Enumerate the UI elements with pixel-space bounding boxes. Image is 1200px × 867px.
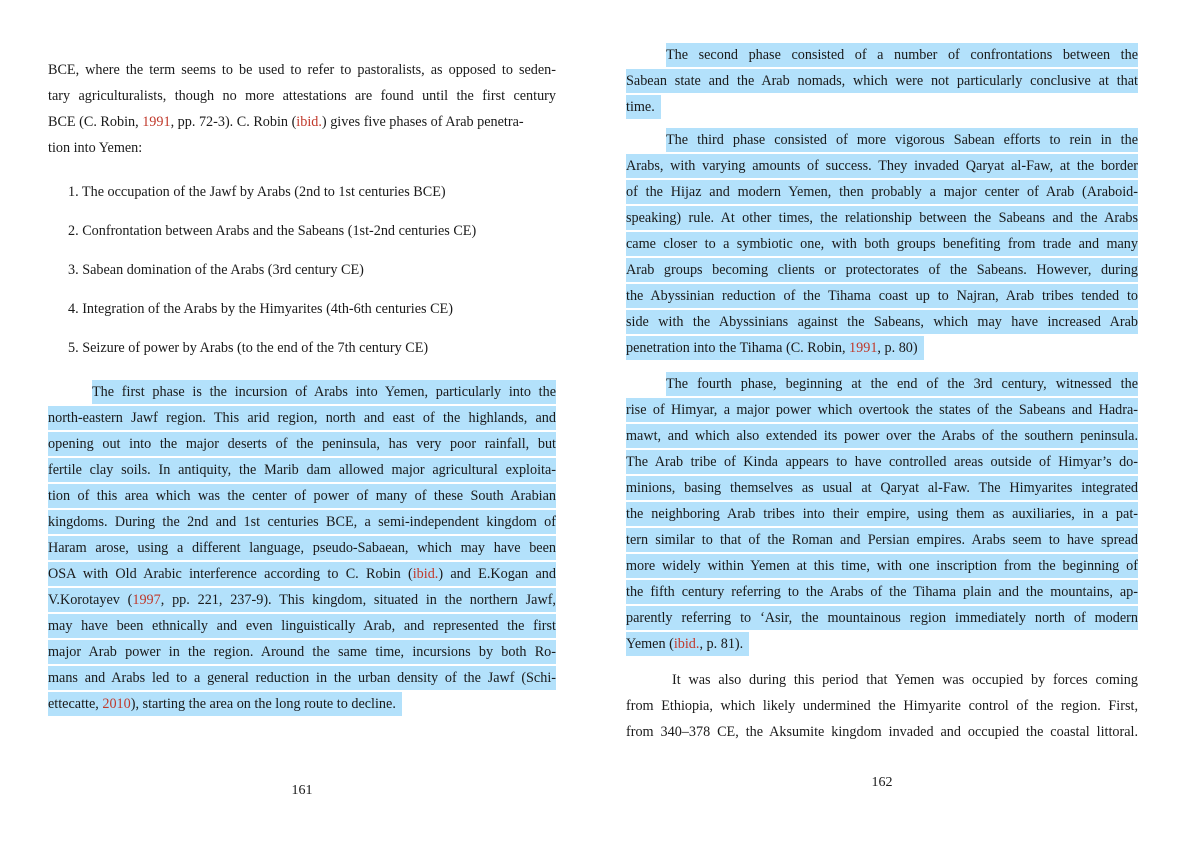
highlighted-text-line: The second phase consisted of a number of confrontations between the — [666, 43, 1138, 67]
highlighted-text-line: mawt, and which also extended its power over the Arabs of the southern peninsula. — [626, 424, 1138, 448]
text-line: It was also during this period that Yemen was occupied by forces coming — [672, 672, 1138, 688]
list-item: 4. Integration of the Arabs by the Himyarites (4th-6th centuries CE) — [68, 301, 453, 317]
intro-line: tary agriculturalists, though no more attestations are found until the first century — [48, 88, 556, 104]
highlighted-text-line: Haram arose, using a different language, pseudo-Sabaean, which may have been — [48, 536, 556, 560]
highlighted-text-line: speaking) rule. At other times, the relationship between the Sabeans and the Arabs — [626, 206, 1138, 230]
highlighted-text-line: Sabean state and the Arab nomads, which were not particularly conclusive at that — [626, 69, 1138, 93]
highlighted-text-line: major Arab power in the region. Around the same time, incursions by both Ro- — [48, 640, 556, 664]
citation-link[interactable]: 1997 — [132, 592, 161, 608]
highlighted-text-line: the neighboring Arab tribes into their empire, using them as auxiliaries, in a pat- — [626, 502, 1138, 526]
list-item: 3. Sabean domination of the Arabs (3rd century CE) — [68, 262, 364, 278]
highlighted-text-line: The fourth phase, beginning at the end of the 3rd century, witnessed the — [666, 372, 1138, 396]
highlighted-text-line: opening out into the major deserts of the peninsula, has very poor rainfall, but — [48, 432, 556, 456]
highlighted-text-line: kingdoms. During the 2nd and 1st centuries BCE, a semi-independent kingdom of — [48, 510, 556, 534]
highlighted-text-line: The first phase is the incursion of Arabs into Yemen, particularly into the — [92, 380, 556, 404]
highlighted-text-line: penetration into the Tihama (C. Robin, 1991, p. 80) — [626, 336, 924, 360]
highlighted-text-line: minions, basing themselves as usual at Qaryat al-Faw. The Himyarites integrated — [626, 476, 1138, 500]
page-number: 161 — [291, 783, 313, 798]
highlighted-text-line: the fifth century referring to the Arabs of the Tihama plain and the mountains, ap- — [626, 580, 1138, 604]
citation-link[interactable]: 1991 — [849, 340, 878, 356]
intro-line: tion into Yemen: — [48, 140, 143, 156]
right-page — [600, 0, 1200, 867]
highlighted-text-line: Arabs, with varying amounts of success. They invaded Qaryat al-Faw, at the border — [626, 154, 1138, 178]
highlighted-text-line: time. — [626, 95, 661, 119]
highlighted-text-line: Yemen (ibid., p. 81). — [626, 632, 749, 656]
highlighted-text-line: The Arab tribe of Kinda appears to have controlled areas outside of Himyar’s do- — [626, 450, 1138, 474]
list-item: 5. Seizure of power by Arabs (to the end of the 7th century CE) — [68, 340, 429, 356]
text-line: from 340–378 CE, the Aksumite kingdom invaded and occupied the coastal littoral. — [626, 724, 1138, 740]
citation-link[interactable]: 1991 — [142, 114, 171, 130]
highlighted-text-line: of the Hijaz and modern Yemen, then probably a major center of Arab (Araboid- — [626, 180, 1138, 204]
list-item: 1. The occupation of the Jawf by Arabs (2nd to 1st centuries BCE) — [68, 184, 446, 200]
highlighted-text-line: side with the Abyssinians against the Sabeans, which may have increased Arab — [626, 310, 1138, 334]
highlighted-text-line: fertile clay soils. In antiquity, the Marib dam allowed major agricultural exploita- — [48, 458, 556, 482]
highlighted-text-line: mans and Arabs led to a general reduction in the urban density of the Jawf (Schi- — [48, 666, 556, 690]
text-line: from Ethiopia, which likely undermined the Himyarite control of the region. First, — [626, 698, 1138, 714]
highlighted-text-line: may have been ethnically and even linguistically Arab, and represented the first — [48, 614, 556, 638]
highlighted-text-line: tern similar to that of the Roman and Persian empires. Arabs seem to have spread — [626, 528, 1138, 552]
list-item: 2. Confrontation between Arabs and the Sabeans (1st-2nd centuries CE) — [68, 223, 477, 239]
highlighted-text-line: the Abyssinian reduction of the Tihama coast up to Najran, Arab tribes tended to — [626, 284, 1138, 308]
highlighted-text-line: north-eastern Jawf region. This arid region, north and east of the highlands, and — [48, 406, 556, 430]
highlighted-text-line: Arab groups becoming clients or protectorates of the Sabeans. However, during — [626, 258, 1138, 282]
highlighted-text-line: V.Korotayev (1997, pp. 221, 237-9). This kingdom, situated in the northern Jawf, — [48, 588, 556, 612]
highlighted-text-line: came closer to a symbiotic one, with both groups benefiting from trade and many — [626, 232, 1138, 256]
citation-link[interactable]: ibid. — [673, 636, 700, 652]
highlighted-text-line: ettecatte, 2010), starting the area on the long route to decline. — [48, 692, 402, 716]
highlighted-text-line: The third phase consisted of more vigorous Sabean efforts to rein in the — [666, 128, 1138, 152]
citation-link[interactable]: 2010 — [102, 696, 131, 712]
highlighted-text-line: parently referring to ‘Asir, the mountainous region immediately north of modern — [626, 606, 1138, 630]
citation-link[interactable]: ibid. — [296, 114, 322, 130]
highlighted-text-line: rise of Himyar, a major power which overtook the states of the Sabeans and Hadra- — [626, 398, 1138, 422]
highlighted-text-line: tion of this area which was the center of power of many of these South Arabian — [48, 484, 556, 508]
highlighted-text-line: OSA with Old Arabic interference according to C. Robin (ibid.) and E.Kogan and — [48, 562, 556, 586]
intro-line: BCE, where the term seems to be used to refer to pastoralists, as opposed to seden- — [48, 62, 556, 78]
page-number: 162 — [871, 775, 893, 790]
highlighted-text-line: more widely within Yemen at this time, with one inscription from the beginning of — [626, 554, 1138, 578]
citation-link[interactable]: ibid. — [412, 566, 439, 582]
intro-line: BCE (C. Robin, 1991, pp. 72-3). C. Robin (ibid.) gives five phases of Arab penetra- — [48, 114, 524, 130]
